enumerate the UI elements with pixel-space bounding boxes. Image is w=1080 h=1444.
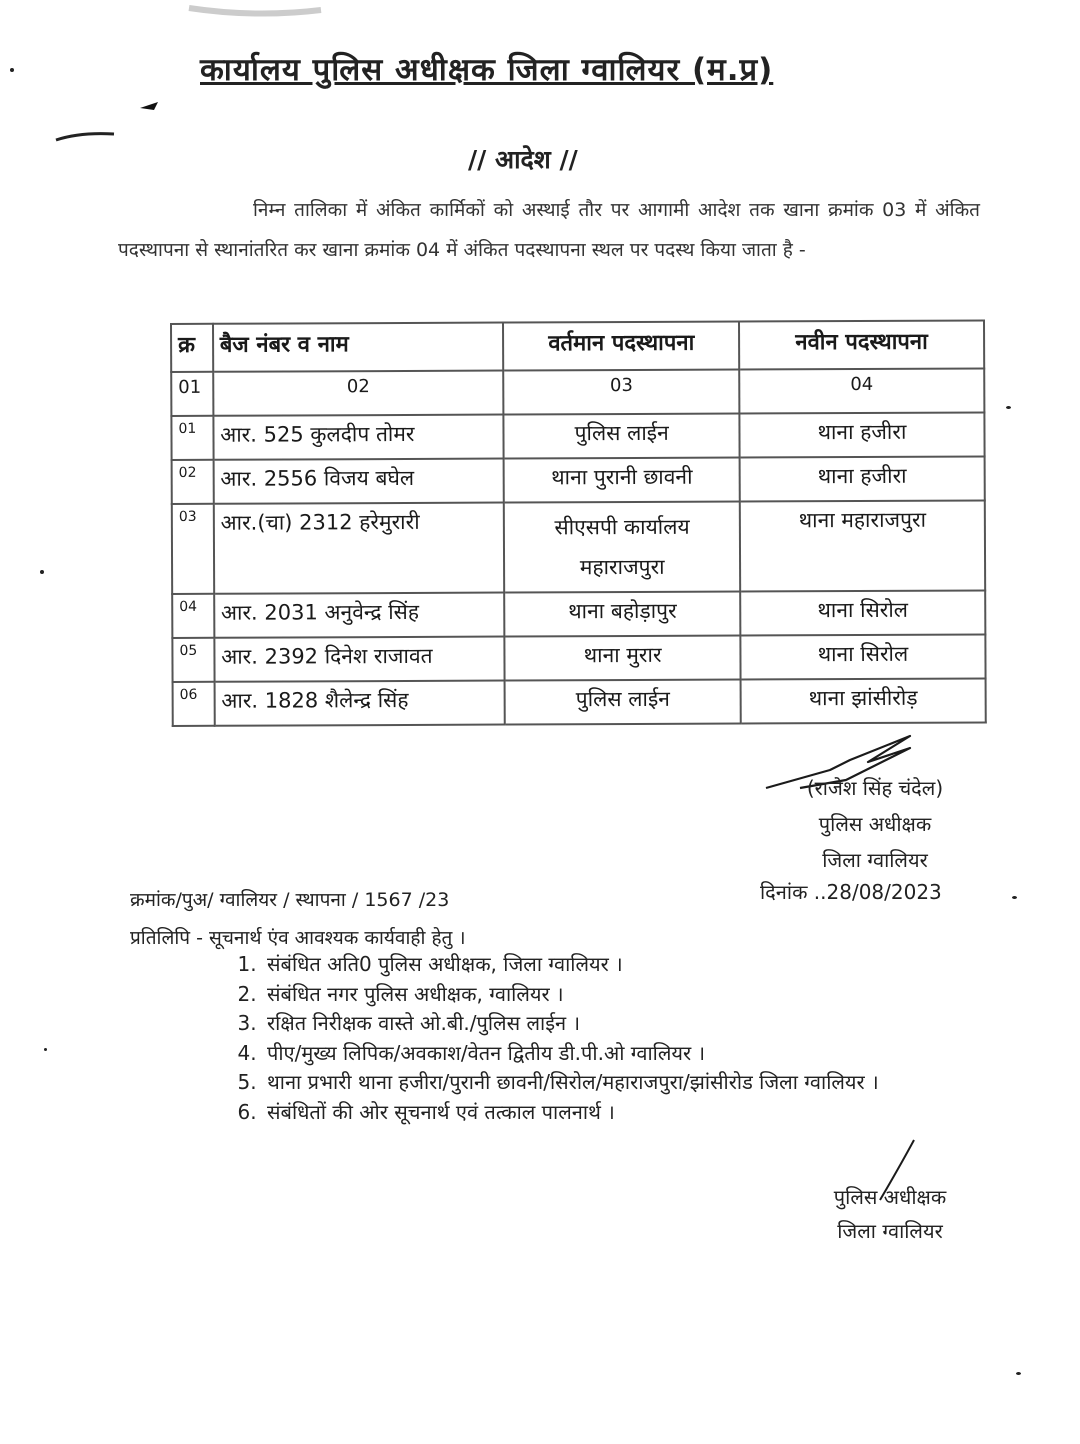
row-current-posting: थाना बहोड़ापुर	[505, 592, 741, 637]
row-current-posting: सीएसपी कार्यालय महाराजपुरा	[504, 502, 740, 593]
scan-speck	[44, 1048, 47, 1051]
column-number-row	[171, 368, 984, 416]
row-new-posting: थाना हजीरा	[739, 412, 984, 457]
copy-to-heading: प्रतिलिपि - सूचनार्थ एंव आवश्यक कार्यवाही हेतु ।	[130, 927, 466, 949]
column-number: 01	[171, 372, 213, 416]
table-row	[172, 500, 985, 594]
column-header-name: बैज नंबर व नाम	[213, 323, 504, 372]
signatory-block	[760, 770, 990, 878]
row-name: आर. 525 कुलदीप तोमर	[213, 415, 504, 460]
list-item: 2. संबंधित नगर पुलिस अधीक्षक, ग्वालियर ।	[263, 980, 1033, 1010]
scan-speck	[40, 570, 44, 574]
order-date: दिनांक ..28/08/2023	[760, 880, 942, 904]
scan-mark	[50, 88, 190, 158]
list-item: 5. थाना प्रभारी थाना हजीरा/पुरानी छावनी/सिरोल/महाराजपुरा/झांसीरोड जिला ग्वालियर ।	[263, 1068, 1033, 1098]
table-row	[173, 678, 986, 726]
column-number: 04	[739, 368, 984, 413]
row-name: आर. 2031 अनुवेन्द्र सिंह	[214, 593, 505, 638]
table-header-row	[171, 320, 984, 372]
row-name: आर. 2556 विजय बघेल	[213, 459, 504, 504]
table-row	[171, 412, 984, 460]
row-new-posting: थाना महाराजपुरा	[740, 500, 985, 591]
list-item: 4. पीए/मुख्य लिपिक/अवकाश/वेतन द्वितीय डी.पी.ओ ग्वालियर ।	[263, 1039, 1033, 1069]
column-number: 02	[213, 371, 504, 416]
row-new-posting: थाना सिरोल	[740, 634, 985, 679]
list-item: 3. रक्षित निरीक्षक वास्ते ओ.बी./पुलिस लाईन ।	[263, 1009, 1033, 1039]
transfer-table	[170, 319, 987, 727]
row-name: आर.(चा) 2312 हरेमुरारी	[213, 503, 504, 594]
row-new-posting: थाना सिरोल	[740, 590, 985, 635]
row-serial: 02	[172, 460, 214, 504]
scan-speck	[10, 68, 14, 72]
column-header-current-posting: वर्तमान पदस्थापना	[503, 322, 739, 371]
row-new-posting: थाना झांसीरोड़	[741, 678, 986, 723]
row-serial: 03	[172, 504, 214, 594]
footer-signatory-district: जिला ग्वालियर	[837, 1219, 943, 1243]
signatory-name: (राजेश सिंह चंदेल)	[806, 776, 944, 800]
row-name: आर. 2392 दिनेश राजावत	[214, 637, 505, 682]
column-header-serial: क्र	[171, 324, 213, 372]
table-row	[172, 634, 985, 682]
row-serial: 01	[171, 416, 213, 460]
row-new-posting: थाना हजीरा	[740, 456, 985, 501]
table-row	[172, 590, 985, 638]
row-name: आर. 1828 शैलेन्द्र सिंह	[214, 681, 505, 726]
list-item: 1. संबंधित अति0 पुलिस अधीक्षक, जिला ग्वालियर ।	[263, 950, 1033, 980]
column-header-new-posting: नवीन पदस्थापना	[739, 320, 984, 369]
row-current-posting: थाना मुरार	[505, 636, 741, 681]
scan-smudge	[185, 0, 325, 20]
row-current-posting: थाना पुरानी छावनी	[504, 458, 740, 503]
table-row	[172, 456, 985, 504]
signatory-designation: पुलिस अधीक्षक	[818, 812, 932, 836]
row-current-posting: पुलिस लाईन	[505, 680, 741, 725]
signatory-district: जिला ग्वालियर	[822, 848, 928, 872]
row-current-posting: पुलिस लाईन	[504, 414, 740, 459]
reference-number: क्रमांक/पुअ/ ग्वालियर / स्थापना / 1567 /23	[130, 889, 450, 911]
row-serial: 06	[173, 682, 215, 726]
column-number: 03	[504, 370, 740, 415]
scan-speck	[1012, 896, 1017, 899]
row-serial: 04	[172, 594, 214, 638]
scan-speck	[1016, 1372, 1021, 1375]
order-intro-paragraph: निम्न तालिका में अंकित कार्मिकों को अस्थाई तौर पर आगामी आदेश तक खाना क्रमांक 03 में अंकित पदस्थापना से स्थानांतरित कर खाना क्रमांक 04 में अंकित पदस्थापना स्थल पर पदस्थ किया जाता है -	[118, 199, 980, 261]
scan-speck	[1006, 406, 1011, 409]
list-item: 6. संबंधितों की ओर सूचनार्थ एवं तत्काल पालनार्थ ।	[263, 1098, 1033, 1128]
row-serial: 05	[172, 638, 214, 682]
footer-signatory-designation: पुलिस अधीक्षक	[833, 1185, 947, 1209]
office-title: कार्यालय पुलिस अधीक्षक जिला ग्वालियर (म.प्र)	[200, 52, 774, 88]
footer-signatory-block	[800, 1180, 980, 1248]
copy-to-list	[225, 950, 1033, 1127]
order-heading: // आदेश //	[468, 145, 578, 174]
